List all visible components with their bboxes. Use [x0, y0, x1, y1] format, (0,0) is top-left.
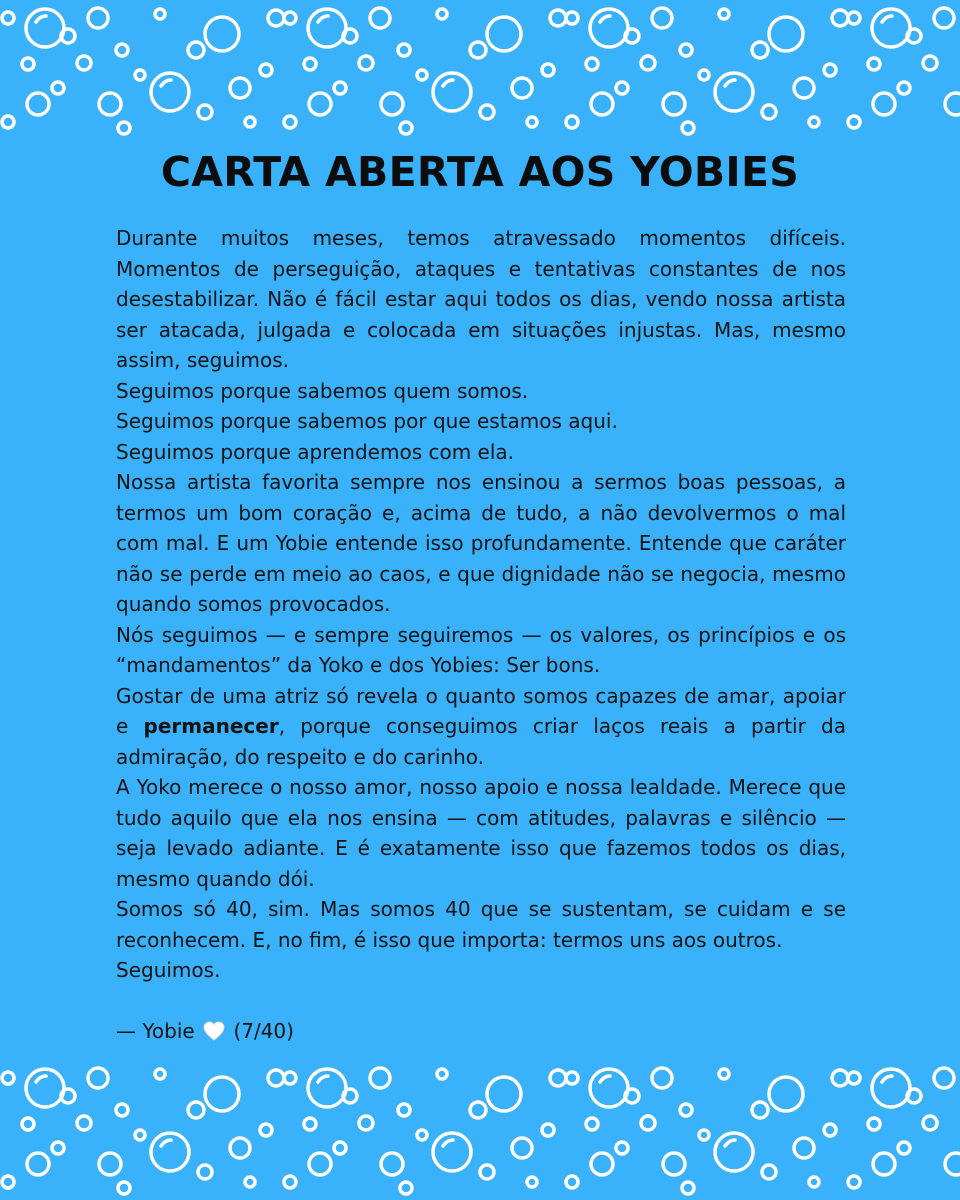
letter-line: Seguimos porque sabemos quem somos. [116, 378, 529, 403]
letter-paragraph: A Yoko merece o nosso amor, nosso apoio e nossa lealdade. Merece que tudo aquilo que ela nos ensina — com atitudes, palavras e silêncio — seja levado adiante. E é exatamente isso que fazemos todos os dias, mesmo quando dói. [116, 775, 846, 891]
bubble-icon [116, 44, 128, 56]
letter-paragraph: Somos só 40, sim. Mas somos 40 que se sustentam, se cuidam e se reconhecem. E, no fim, é isso que importa: termos uns aos outros. [116, 897, 846, 952]
top-bubble-border [0, 0, 960, 140]
page-title: CARTA ABERTA AOS YOBIES [160, 148, 800, 196]
bubble-icon [268, 10, 284, 26]
signature-name: — Yobie [116, 1019, 195, 1043]
bubble-icon [245, 117, 255, 127]
letter-text: Gostar de uma atriz só revela o quanto somos capazes de amar, apoiar e [116, 683, 846, 738]
letter-line: Seguimos porque aprendemos com ela. [116, 439, 515, 464]
signature [116, 1016, 846, 1047]
bubble-icon [118, 122, 130, 134]
bubble-icon [230, 78, 250, 98]
bubble-icon [188, 42, 204, 58]
letter-line: Seguimos porque sabemos por que estamos aqui. [116, 409, 618, 433]
bubble-icon [77, 56, 91, 70]
bubble-icon [52, 82, 64, 94]
heart-icon [203, 1021, 225, 1041]
bubble-icon [99, 93, 121, 115]
bubble-icon [260, 64, 272, 76]
letter-paragraph: Nossa artista favorita sempre nos ensinou a sermos boas pessoas, a termos um bom coração e, acima de tudo, a não devolvermos o mal com mal. E um Yobie entende isso profundamente. Entende que caráter não se perde em meio ao caos, e que dignidade não se negocia, mesmo quando somos provocados. [116, 470, 846, 616]
letter-closing: Seguimos. [116, 958, 221, 982]
bubble-pattern-bottom [0, 1060, 960, 1200]
letter-paragraph: Nós seguimos — e sempre seguiremos — os valores, os princípios e os “mandamentos” da Yoko e dos Yobies: Ser bons. [116, 622, 846, 677]
letter-text: , porque conseguimos criar laços reais a partir da admiração, do respeito e do carinho. [116, 714, 846, 769]
bottom-bubble-border [0, 1060, 960, 1200]
letter-paragraph: Durante muitos meses, temos atravessado momentos difíceis. Momentos de perseguição, ataques e tentativas constantes de nos desestabilizar. Não é fácil estar aqui todos os dias, vendo nossa artista ser atacada, julgada e colocada em situações injustas. Mas, mesmo assim, seguimos. [116, 226, 846, 372]
signature-count: (7/40) [233, 1019, 294, 1043]
bubble-icon [135, 70, 145, 80]
letter-paragraph [116, 681, 846, 773]
bubble-icon [205, 17, 239, 51]
open-letter [116, 223, 846, 1047]
emphasis-permanecer: permanecer [143, 714, 279, 738]
bubble-icon [27, 93, 49, 115]
bubble-icon [198, 105, 212, 119]
bubble-icon [88, 8, 108, 28]
spacer [116, 986, 846, 1017]
bubble-pattern-top [0, 0, 960, 140]
bubble-icon [2, 12, 14, 24]
bubble-icon [155, 9, 165, 19]
bubble-icon [2, 116, 14, 128]
bubble-icon [22, 58, 34, 70]
